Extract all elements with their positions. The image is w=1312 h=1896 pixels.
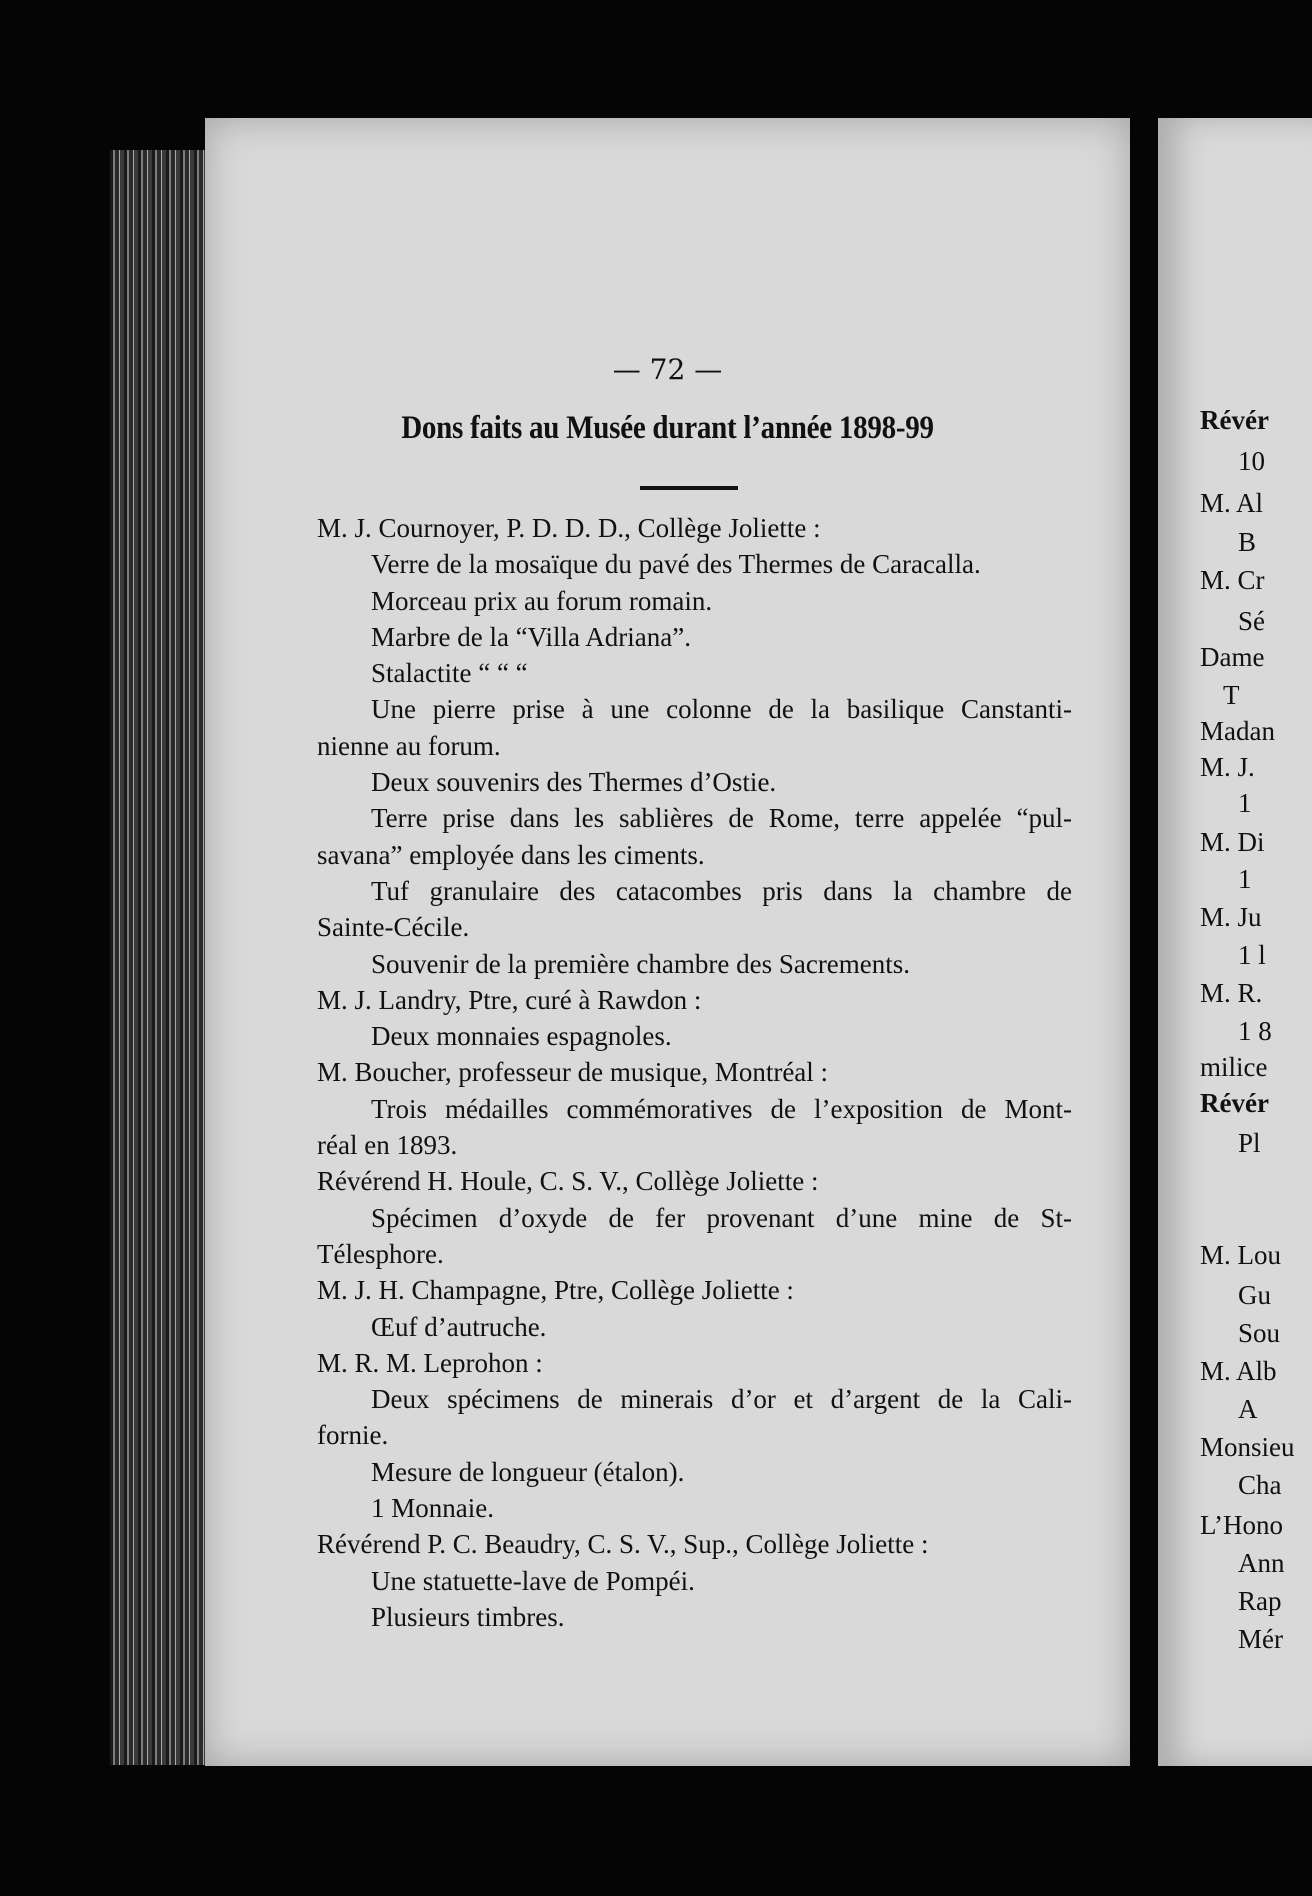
donation-item-line: Spécimen d’oxyde de fer provenant d’une mine de St- xyxy=(371,1202,1072,1233)
facing-page-text: Mér xyxy=(1238,1624,1283,1654)
facing-page-text: Pl xyxy=(1238,1128,1261,1158)
donation-item-line: réal en 1893. xyxy=(317,1130,458,1161)
facing-page-text: A xyxy=(1238,1394,1258,1424)
donation-item-line: Deux monnaies espagnoles. xyxy=(371,1021,672,1052)
donor-line: M. J. Cournoyer, P. D. D. D., Collège Joliette : xyxy=(317,513,821,543)
donor-line: M. R. M. Leprohon : xyxy=(317,1347,543,1378)
donation-item-line: Stalactite “ “ “ xyxy=(371,658,528,689)
donation-item-line: Souvenir de la première chambre des Sacrements. xyxy=(371,948,911,979)
donation-item-line: fornie. xyxy=(317,1420,389,1451)
facing-page-text: L’Hono xyxy=(1200,1510,1284,1540)
facing-page-text: 1 l xyxy=(1238,940,1266,970)
donation-item-line: Une statuette-lave de Pompéi. xyxy=(371,1565,695,1596)
facing-page-text: M. Ju xyxy=(1200,902,1262,932)
facing-page-text: Ann xyxy=(1238,1548,1285,1578)
donation-item-line: Marbre de la “Villa Adriana”. xyxy=(371,621,691,652)
facing-page-text: M. Di xyxy=(1200,827,1265,857)
facing-page-text: 10 xyxy=(1238,446,1265,476)
donation-item-line: Tuf granulaire des catacombes pris dans la chambre de xyxy=(371,875,1072,906)
donation-item-line: Terre prise dans les sablières de Rome, terre appelée “pul- xyxy=(371,803,1072,834)
title-divider xyxy=(640,486,738,490)
donation-item-line: Mesure de longueur (étalon). xyxy=(371,1456,685,1487)
donation-item-line: Deux souvenirs des Thermes d’Ostie. xyxy=(371,767,777,798)
facing-page-text: B xyxy=(1238,527,1257,557)
facing-page-text: Sou xyxy=(1238,1318,1281,1348)
facing-page-text: 1 8 xyxy=(1238,1016,1272,1046)
donation-item-line: Une pierre prise à une colonne de la basilique Canstanti- xyxy=(371,694,1072,725)
donation-item-line: Sainte-Cécile. xyxy=(317,912,470,943)
facing-page-text: M. R. xyxy=(1200,978,1263,1008)
facing-page-text: milice xyxy=(1200,1052,1268,1082)
facing-page-text: Cha xyxy=(1238,1470,1282,1500)
donation-item-line: Œuf d’autruche. xyxy=(371,1311,547,1342)
donation-item-line: Verre de la mosaïque du pavé des Thermes de Caracalla. xyxy=(371,549,981,580)
facing-page-text: M. Cr xyxy=(1200,565,1265,595)
facing-page-text: M. Alb xyxy=(1200,1356,1277,1386)
donation-item-line: Deux spécimens de minerais d’or et d’argent de la Cali- xyxy=(371,1384,1072,1415)
facing-page-text: Gu xyxy=(1238,1280,1271,1310)
donation-item-line: nienne au forum. xyxy=(317,730,501,761)
facing-page-text: Monsieu xyxy=(1200,1432,1295,1462)
facing-page-text: T xyxy=(1223,680,1240,710)
donation-item-line: Trois médailles commémoratives de l’exposition de Mont- xyxy=(371,1093,1072,1124)
donor-line: Révérend H. Houle, C. S. V., Collège Joliette : xyxy=(317,1166,819,1197)
donor-line: M. J. Landry, Ptre, curé à Rawdon : xyxy=(317,984,702,1015)
facing-page-text: Révér xyxy=(1200,405,1269,435)
donor-line: M. Boucher, professeur de musique, Montréal : xyxy=(317,1057,829,1088)
facing-page-text: 1 xyxy=(1238,788,1252,818)
facing-page-text: M. Al xyxy=(1200,488,1264,518)
page-title: Dons faits au Musée durant l’année 1898-99 xyxy=(401,410,934,446)
facing-page-text: Dame xyxy=(1200,642,1265,672)
donation-item-line: Morceau prix au forum romain. xyxy=(371,585,713,616)
donation-item-line: Télesphore. xyxy=(317,1238,444,1269)
facing-page-text: Sé xyxy=(1238,606,1265,636)
donation-item-line: Plusieurs timbres. xyxy=(371,1601,565,1632)
facing-page-text: Révér xyxy=(1200,1088,1269,1118)
facing-page-text: Rap xyxy=(1238,1586,1282,1616)
donation-item-line: 1 Monnaie. xyxy=(371,1493,494,1524)
donor-line: Révérend P. C. Beaudry, C. S. V., Sup., Collège Joliette : xyxy=(317,1529,929,1560)
donor-line: M. J. H. Champagne, Ptre, Collège Joliette : xyxy=(317,1275,794,1306)
facing-page-text: Madan xyxy=(1200,716,1275,746)
facing-page-text: M. J. xyxy=(1200,752,1255,782)
facing-page-text: M. Lou xyxy=(1200,1240,1281,1270)
donations-list xyxy=(317,510,1072,1635)
left-page xyxy=(205,118,1130,1766)
page-number: — 72 — xyxy=(612,353,723,386)
facing-page-fragment xyxy=(1158,118,1312,1766)
donation-item-line: savana” employée dans les ciments. xyxy=(317,839,705,870)
facing-page-text: 1 xyxy=(1238,864,1252,894)
